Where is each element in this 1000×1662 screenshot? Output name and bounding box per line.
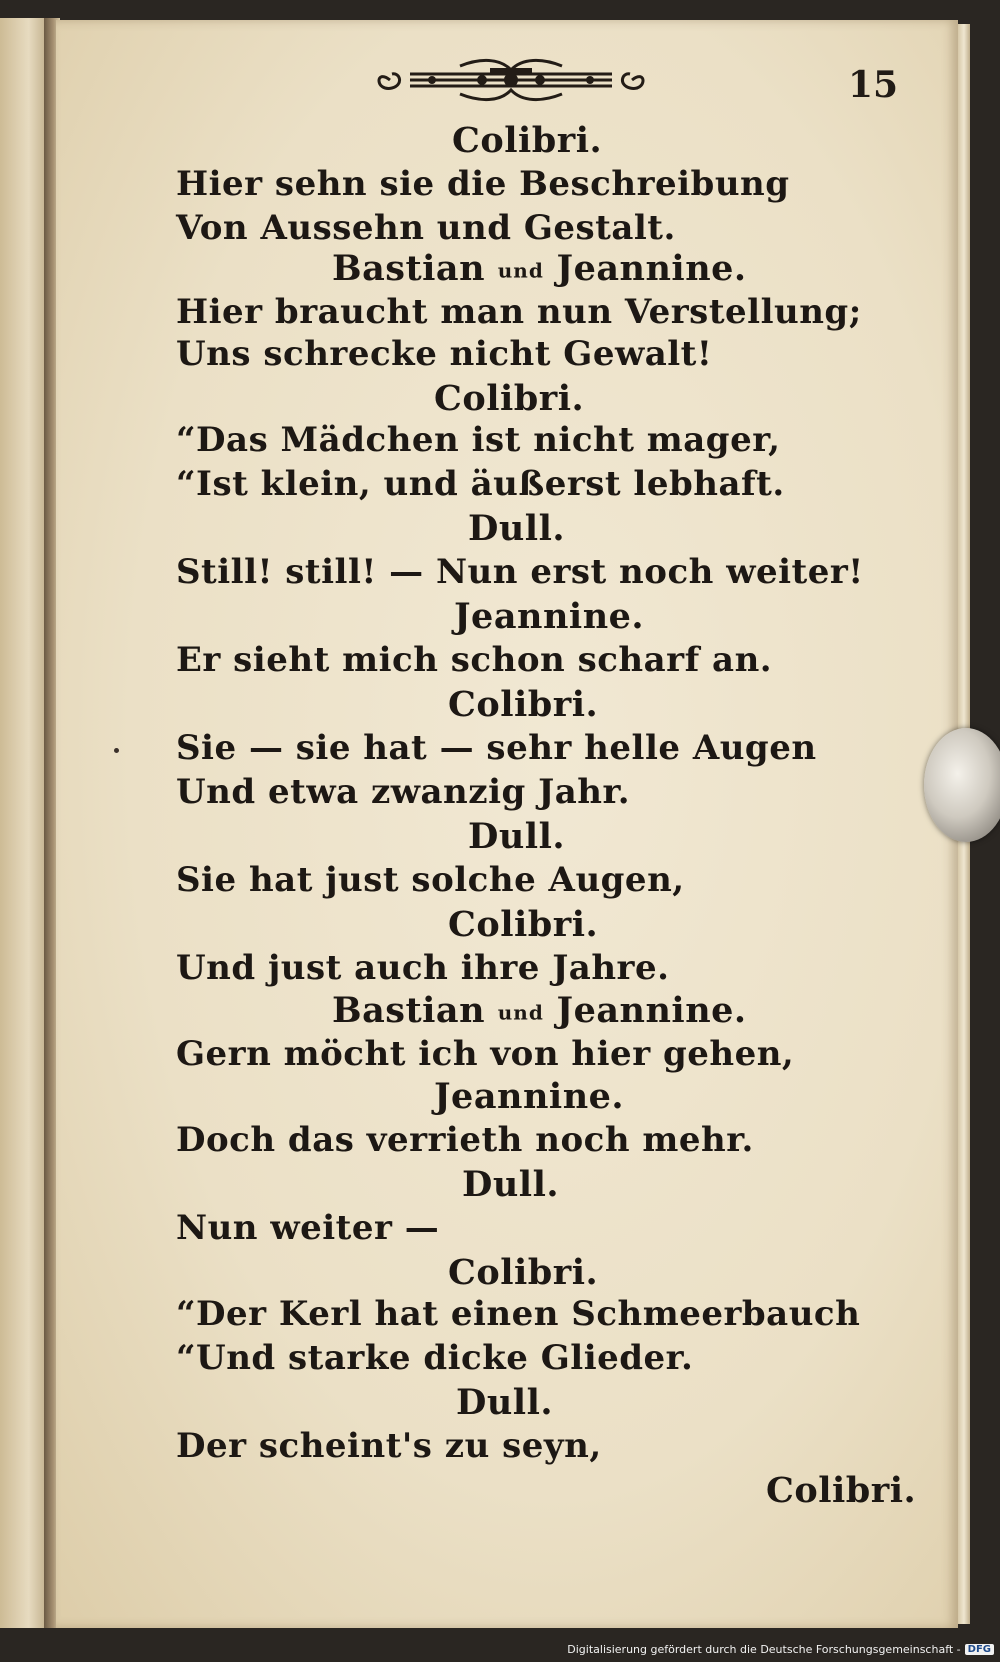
speaker-name: Colibri. xyxy=(448,904,599,945)
footer-credit: Digitalisierung gefördert durch die Deutsche Forschungsgemeinschaft - xyxy=(567,1642,961,1656)
verse-line: Und just auch ihre Jahre. xyxy=(176,948,670,988)
verse-line: Sie — sie hat — sehr helle Augen xyxy=(176,728,817,768)
verse-line: Hier sehn sie die Beschreibung xyxy=(176,164,790,204)
speaker-name: Colibri. xyxy=(448,684,599,725)
digitization-footer xyxy=(567,1640,994,1658)
verse-line: Hier braucht man nun Verstellung; xyxy=(176,292,862,332)
verse-line: “Das Mädchen ist nicht mager, xyxy=(176,420,781,460)
verse-line: Still! still! — Nun erst noch weiter! xyxy=(176,552,864,592)
speaker-name: Jeannine. xyxy=(434,1076,625,1117)
speaker-name: Jeannine. xyxy=(454,596,645,637)
speaker-name: Colibri. xyxy=(452,120,603,161)
verse-line: Von Aussehn und Gestalt. xyxy=(176,208,676,248)
speaker-name: Colibri. xyxy=(448,1252,599,1293)
speaker-name-part: Bastian xyxy=(332,990,486,1031)
speaker-name xyxy=(332,248,747,289)
speaker-name-part: Bastian xyxy=(332,248,486,289)
verse-line: Doch das verrieth noch mehr. xyxy=(176,1120,754,1160)
paper-clip-icon xyxy=(924,728,1000,842)
catchword: Colibri. xyxy=(766,1470,917,1511)
speaker-name: Dull. xyxy=(468,816,566,857)
verse-line: “Der Kerl hat einen Schmeerbauch xyxy=(176,1294,861,1334)
page-number: 15 xyxy=(848,64,899,106)
verse-line: Der scheint's zu seyn, xyxy=(176,1426,602,1466)
verse-line: Und etwa zwanzig Jahr. xyxy=(176,772,631,812)
speaker-name: Colibri. xyxy=(434,378,585,419)
speaker-name: Dull. xyxy=(468,508,566,549)
verse-line: “Ist klein, und äußerst lebhaft. xyxy=(176,464,785,504)
speaker-name: Dull. xyxy=(456,1382,554,1423)
conjunction: und xyxy=(497,1000,544,1025)
verse-line: “Und starke dicke Glieder. xyxy=(176,1338,694,1378)
conjunction: und xyxy=(497,258,544,283)
speaker-name-part: Jeannine. xyxy=(556,248,747,289)
verse-line: Sie hat just solche Augen, xyxy=(176,860,685,900)
ink-speck xyxy=(114,748,119,753)
dfg-logo: DFG xyxy=(965,1644,994,1655)
verse-line: Gern möcht ich von hier gehen, xyxy=(176,1034,795,1074)
verse-line: Er sieht mich schon scharf an. xyxy=(176,640,773,680)
verse-line: Uns schrecke nicht Gewalt! xyxy=(176,334,713,374)
verse-line: Nun weiter — xyxy=(176,1208,440,1248)
speaker-name xyxy=(332,990,747,1031)
speaker-name-part: Jeannine. xyxy=(556,990,747,1031)
speaker-name: Dull. xyxy=(462,1164,560,1205)
